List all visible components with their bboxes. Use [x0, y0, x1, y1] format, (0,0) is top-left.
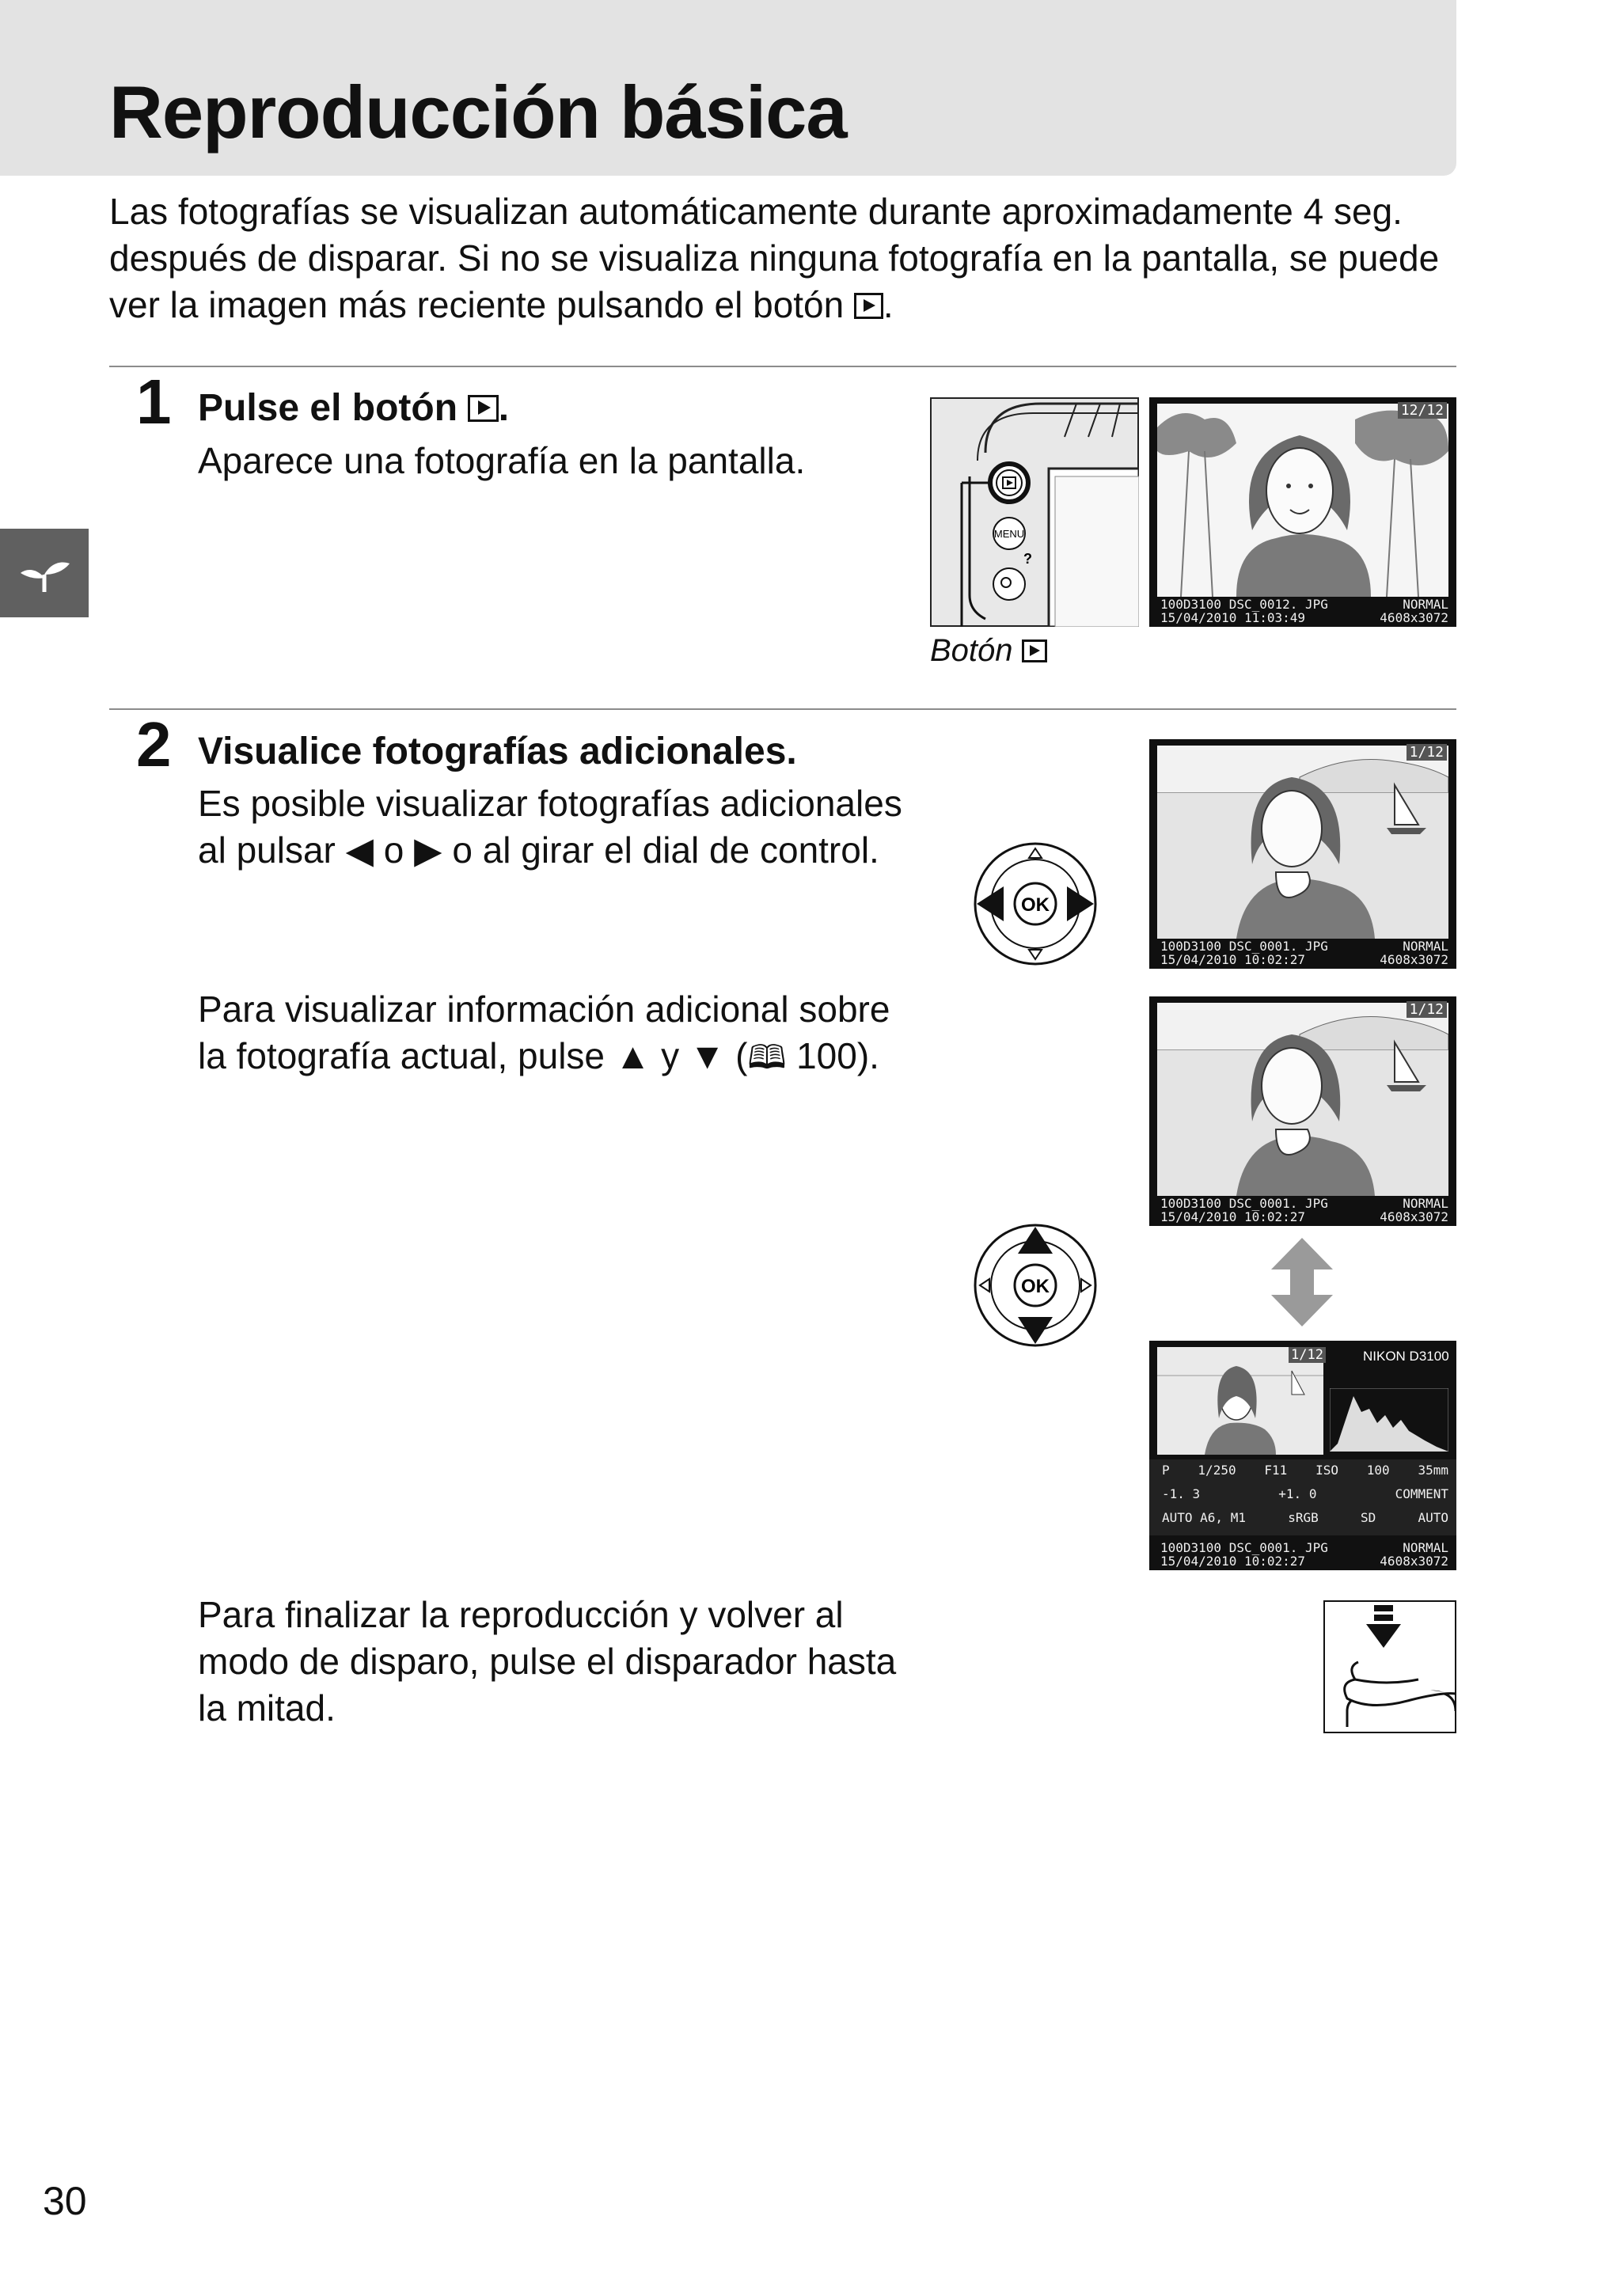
meta-line-1 — [1160, 939, 1448, 953]
meta-line-2 — [1160, 953, 1448, 966]
iso-label: ISO — [1315, 1463, 1338, 1478]
play-icon — [1022, 639, 1047, 662]
step-2-number: 2 — [136, 709, 172, 780]
meta-folder-file: 100D3100 DSC_0012. JPG — [1160, 597, 1328, 612]
meta-line-1 — [1160, 1541, 1448, 1554]
thumbnail-illustration — [1157, 1347, 1323, 1455]
sprout-icon — [0, 529, 89, 617]
camera-model: NIKON D3100 — [1363, 1349, 1449, 1364]
meta-quality: NORMAL — [1403, 1196, 1448, 1211]
playback-screen-2a — [1149, 739, 1456, 969]
color-space: sRGB — [1288, 1510, 1319, 1525]
section-tab — [0, 529, 89, 617]
caption-text: Botón — [930, 633, 1013, 668]
page-title: Reproducción básica — [109, 70, 847, 154]
d-lighting: AUTO — [1418, 1510, 1448, 1525]
white-balance: AUTO A6, M1 — [1162, 1510, 1246, 1525]
divider-top — [109, 366, 1456, 367]
info-thumbnail — [1157, 1347, 1323, 1455]
play-icon — [468, 395, 498, 423]
button-caption — [930, 633, 1047, 669]
playback-screen-1 — [1149, 397, 1456, 627]
exposure-compensation: -1. 3 — [1162, 1486, 1201, 1501]
play-icon — [854, 293, 883, 319]
page-number: 30 — [43, 2179, 87, 2223]
meta-datetime: 15/04/2010 10:02:27 — [1160, 1209, 1306, 1224]
photo-portrait — [1157, 404, 1448, 597]
meta-folder-file: 100D3100 DSC_0001. JPG — [1160, 1540, 1328, 1555]
flash-compensation: +1. 0 — [1278, 1486, 1317, 1501]
exposure-mode: P — [1162, 1463, 1170, 1478]
histogram-drawing — [1330, 1388, 1448, 1452]
multi-selector-up-down — [972, 1222, 1099, 1349]
photo-sea-portrait — [1157, 1003, 1448, 1196]
meta-size: 4608x3072 — [1380, 610, 1448, 625]
picture-control: SD — [1360, 1510, 1376, 1525]
meta-size: 4608x3072 — [1380, 1554, 1448, 1569]
meta-datetime: 15/04/2010 10:02:27 — [1160, 952, 1306, 967]
portrait-illustration — [1157, 404, 1448, 597]
up-down-arrow-drawing — [1266, 1235, 1338, 1330]
comment-badge: COMMENT — [1395, 1486, 1448, 1501]
up-down-arrow-icon — [1266, 1235, 1338, 1330]
focal-length: 35mm — [1418, 1463, 1448, 1478]
meta-line-2 — [1160, 1210, 1448, 1224]
meta-line-2 — [1160, 1554, 1448, 1568]
aperture: F11 — [1264, 1463, 1288, 1478]
meta-folder-file: 100D3100 DSC_0001. JPG — [1160, 1196, 1328, 1211]
meta-datetime: 15/04/2010 11:03:49 — [1160, 610, 1306, 625]
page-reference: 100). — [796, 1035, 879, 1076]
meta-quality: NORMAL — [1403, 939, 1448, 954]
ok-label: OK — [1021, 1276, 1050, 1297]
frame-counter: 12/12 — [1398, 402, 1447, 419]
photo-info-screen — [1149, 1341, 1456, 1570]
shooting-data-panel — [1149, 1459, 1456, 1535]
meta-line-1 — [1160, 598, 1448, 611]
info-row-1 — [1162, 1463, 1448, 1478]
shutter-speed: 1/250 — [1198, 1463, 1236, 1478]
step-2-title: Visualice fotografías adicionales. — [198, 731, 797, 772]
sea-portrait-illustration — [1157, 746, 1448, 939]
camera-back-illustration — [930, 397, 1139, 627]
camera-back-drawing — [930, 397, 1139, 627]
help-label: ? — [1023, 551, 1032, 567]
multi-selector-ud-drawing — [972, 1222, 1099, 1349]
meta-quality: NORMAL — [1403, 597, 1448, 612]
frame-counter: 1/12 — [1407, 1001, 1447, 1018]
step-1-heading: Pulse el botón . — [198, 387, 510, 429]
step-2-text-1: Es posible visualizar fotografías adicionales al pulsar ◀ o ▶ o al girar el dial de control. — [198, 783, 902, 871]
meta-line-1 — [1160, 1197, 1448, 1210]
meta-size: 4608x3072 — [1380, 952, 1448, 967]
multi-selector-left-right — [972, 841, 1099, 967]
divider-middle — [109, 708, 1456, 710]
shutter-release-illustration — [1323, 1600, 1456, 1733]
menu-button-label: MENU — [993, 528, 1025, 540]
info-row-3 — [1162, 1510, 1448, 1525]
meta-quality: NORMAL — [1403, 1540, 1448, 1555]
info-row-2 — [1162, 1486, 1448, 1501]
playback-screen-2b — [1149, 996, 1456, 1226]
meta-size: 4608x3072 — [1380, 1209, 1448, 1224]
step-2-text-2-main: Para visualizar información adicional sobre la fotografía actual, pulse ▲ y ▼ ( — [198, 989, 890, 1076]
meta-datetime: 15/04/2010 10:02:27 — [1160, 1554, 1306, 1569]
intro-text: Las fotografías se visualizan automáticamente durante aproximadamente 4 seg. después de disparar. Si no se visualiza ninguna fotografía en la pantalla, se puede ver la imagen más reciente pulsando el botón — [109, 191, 1440, 325]
shutter-press-icon — [1323, 1600, 1456, 1733]
book-icon: 🕮 — [747, 1039, 787, 1076]
multi-selector-lr-drawing — [972, 841, 1099, 967]
step-1-title: Pulse el botón — [198, 387, 458, 429]
step-1-number: 1 — [136, 366, 172, 437]
meta-folder-file: 100D3100 DSC_0001. JPG — [1160, 939, 1328, 954]
step-2-text-2 — [198, 986, 910, 1081]
ok-label: OK — [1021, 894, 1050, 916]
frame-counter: 1/12 — [1407, 744, 1447, 761]
histogram — [1330, 1388, 1448, 1452]
step-1-text: Aparece una fotografía en la pantalla. — [198, 440, 806, 481]
frame-counter: 1/12 — [1289, 1347, 1326, 1363]
meta-line-2 — [1160, 611, 1448, 624]
intro-paragraph: Las fotografías se visualizan automáticamente durante aproximadamente 4 seg. después de disparar. Si no se visualiza ninguna fotografía en la pantalla, se puede ver la imagen más reciente pulsando el botón . — [109, 191, 1440, 325]
photo-sea-portrait — [1157, 746, 1448, 939]
step-2-text-3: Para finalizar la reproducción y volver al modo de disparo, pulse el disparador hasta la mitad. — [198, 1594, 897, 1729]
iso-value: 100 — [1366, 1463, 1390, 1478]
sea-portrait-illustration — [1157, 1003, 1448, 1196]
